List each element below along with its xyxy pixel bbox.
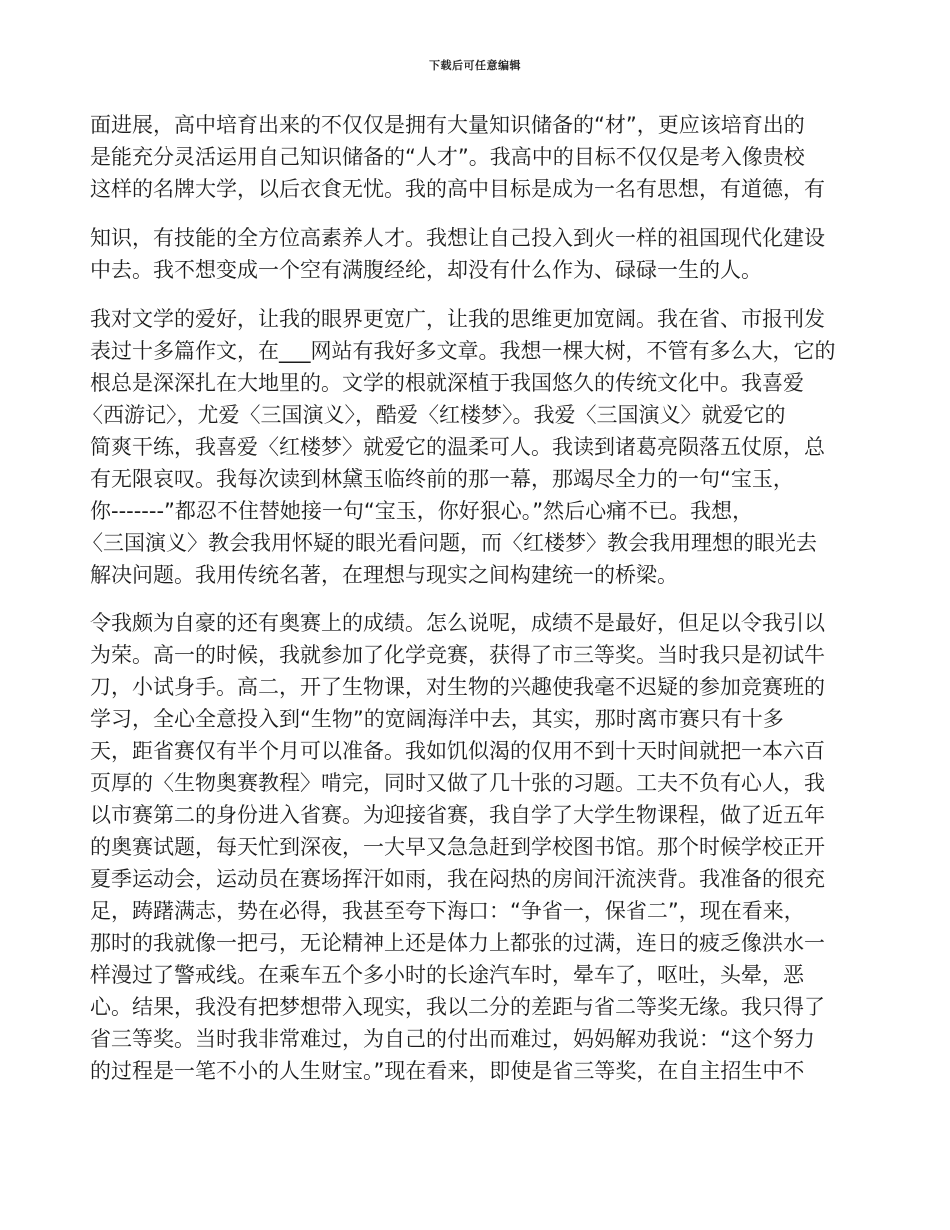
page-header: 下载后可任意编辑: [429, 59, 521, 72]
text-line: 页厚的〈生物奥赛教程〉啃完，同时又做了几十张的习题。工夫不负有心人，我: [90, 771, 825, 795]
text-line: 夏季运动会，运动员在赛场挥汗如雨，我在闷热的房间汗流浃背。我准备的很充: [90, 867, 825, 891]
text-line: 是能充分灵活运用自己知识储备的“人才”。我高中的目标不仅仅是考入像贵校: [90, 145, 805, 169]
text-line: 的奥赛试题，每天忙到深夜，一大早又急急赶到学校图书馆。那个时候学校正开: [90, 835, 825, 859]
text-line: 为荣。高一的时候，我就参加了化学竞赛，获得了市三等奖。当时我只是初试牛: [90, 643, 825, 667]
text-line: 那时的我就像一把弓，无论精神上还是体力上都张的过满，连日的疲乏像洪水一: [90, 931, 825, 955]
text-line: 中去。我不想变成一个空有满腹经纶，却没有什么作为、碌碌一生的人。: [90, 258, 762, 282]
text-line: 省三等奖。当时我非常难过，为自己的付出而难过，妈妈解劝我说：“这个努力: [90, 1027, 815, 1051]
text-line: 知识，有技能的全方位高素养人才。我想让自己投入到火一样的祖国现代化建设: [90, 226, 825, 250]
text-line: 根总是深深扎在大地里的。文学的根就深植于我国悠久的传统文化中。我喜爱: [90, 371, 804, 395]
text-line: 我对文学的爱好，让我的眼界更宽广，让我的思维更加宽阔。我在省、市报刊发: [90, 307, 825, 331]
text-line: 以市赛第二的身份进入省赛。为迎接省赛，我自学了大学生物课程，做了近五年: [90, 803, 825, 827]
text-line: 解决问题。我用传统名著，在理想与现实之间构建统一的桥梁。: [90, 563, 678, 587]
text-line: 〈三国演义〉教会我用怀疑的眼光看问题，而〈红楼梦〉教会我用理想的眼光去: [82, 531, 817, 555]
text-line: 你-------”都忍不住替她接一句“宝玉，你好狠心。”然后心痛不已。我想，: [90, 499, 754, 523]
text-line: 学习，全心全意投入到“生物”的宽阔海洋中去，其实，那时离市赛只有十多: [90, 707, 784, 731]
text-line: 刀，小试身手。高二，开了生物课，对生物的兴趣使我毫不迟疑的参加竞赛班的: [90, 675, 825, 699]
text-line: 〈西游记〉，尤爱〈三国演义〉，酷爱〈红楼梦〉。我爱〈三国演义〉就爱它的: [82, 403, 786, 427]
text-line: 天，距省赛仅有半个月可以准备。我如饥似渴的仅用不到十天时间就把一本六百: [90, 739, 825, 763]
text-line: 的过程是一笔不小的人生财宝。”现在看来，即使是省三等奖，在自主招生中不: [90, 1059, 805, 1083]
text-line: 有无限哀叹。我每次读到林黛玉临终前的那一幕，那竭尽全力的一句“宝玉，: [90, 467, 794, 491]
text-line: 心。结果，我没有把梦想带入现实，我以二分的差距与省二等奖无缘。我只得了: [90, 995, 825, 1019]
text-line: 这样的名牌大学，以后衣食无忧。我的高中目标是成为一名有思想，有道德，有: [90, 177, 825, 201]
text-line: 面进展，高中培育出来的不仅仅是拥有大量知识储备的“材”，更应该培育出的: [90, 113, 805, 137]
text-line: 令我颇为自豪的还有奥赛上的成绩。怎么说呢，成绩不是最好，但足以令我引以: [90, 611, 825, 635]
text-line: 足，踌躇满志，势在必得，我甚至夸下海口：“争省一，保省二”，现在看来，: [90, 899, 805, 923]
text-line: 简爽干练，我喜爱〈红楼梦〉就爱它的温柔可人。我读到诸葛亮陨落五仗原，总: [90, 435, 825, 459]
text-line: 样漫过了警戒线。在乘车五个多小时的长途汽车时，晕车了，呕吐，头晕，恶: [90, 963, 804, 987]
text-line: 表过十多篇作文，在___网站有我好多文章。我想一棵大树，不管有多么大，它的: [90, 339, 836, 363]
